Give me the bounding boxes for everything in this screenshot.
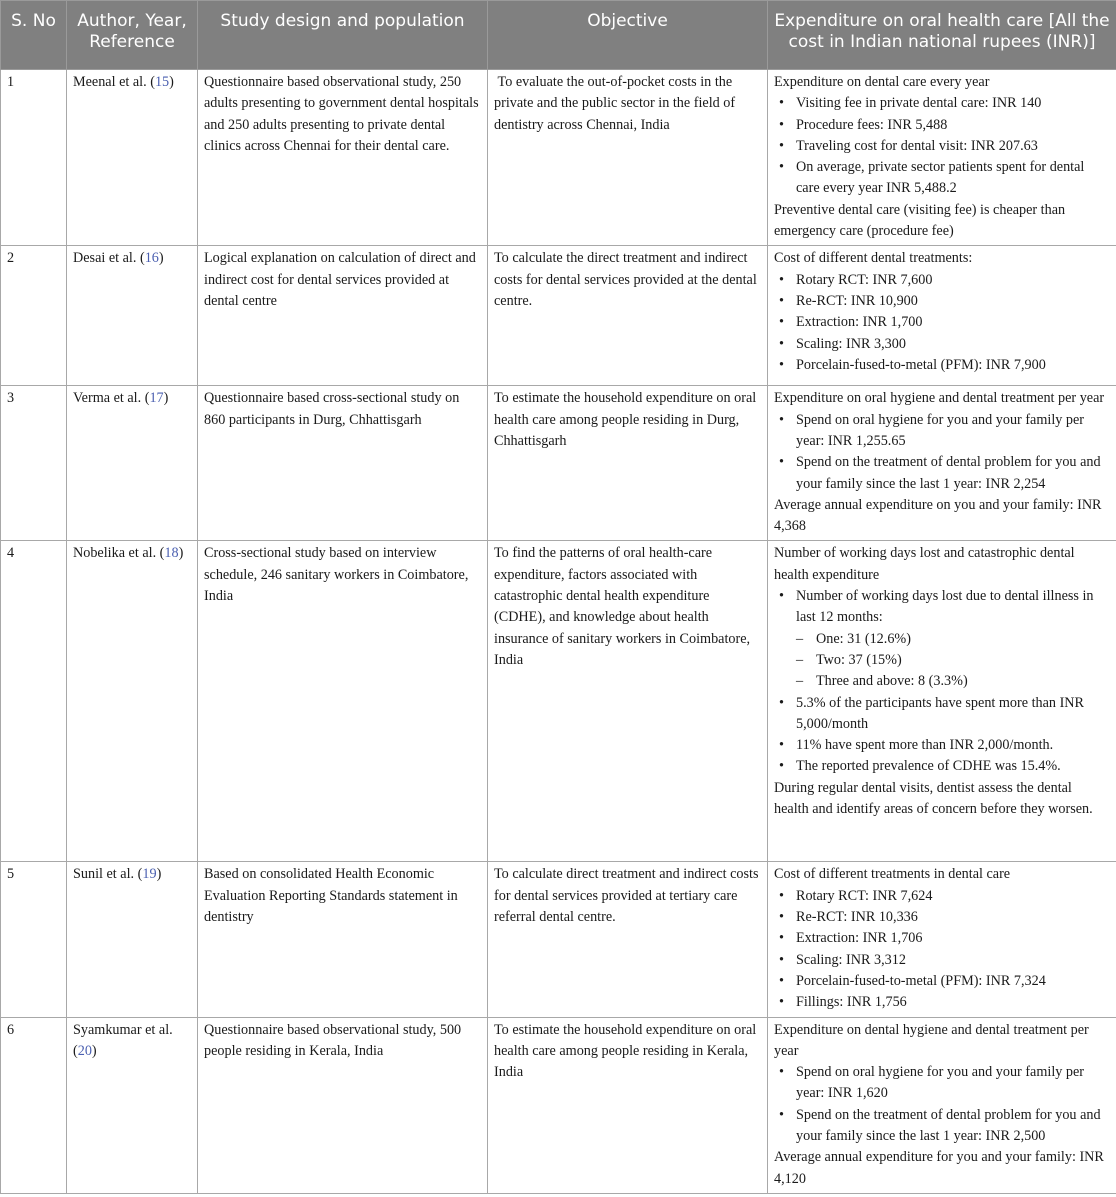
expenditure-summary: Preventive dental care (visiting fee) is cheaper than emergency care (procedure fee) [774, 201, 1066, 240]
expenditure-list [774, 270, 1110, 376]
expenditure-subitem: – Two: 37 (15%) [796, 650, 1110, 671]
expenditure-item [774, 312, 1110, 333]
expenditure-item [774, 971, 1110, 992]
expenditure-item [774, 410, 1110, 453]
expenditure-item [774, 950, 1110, 971]
reference-link[interactable]: 19 [142, 866, 157, 883]
cell-study-design: Logical explanation on calculation of direct and indirect cost for dental services provided at dental centre [198, 246, 488, 386]
cell-objective: To estimate the household expenditure on oral health care among people residing in Durg, Chhattisgarh [488, 386, 768, 541]
expenditure-item [774, 334, 1110, 355]
expenditure-item-text: Spend on the treatment of dental problem for you and your family since the last 1 year: INR 2,500 [796, 1106, 1101, 1145]
expenditure-item-text: Rotary RCT: INR 7,624 [796, 887, 933, 904]
expenditure-list [774, 93, 1110, 199]
author-name: Syamkumar et al. [73, 1021, 173, 1038]
expenditure-item [774, 1105, 1110, 1148]
cell-objective: To evaluate the out-of-pocket costs in the private and the public sector in the field of dentistry across Chennai, India [488, 70, 768, 246]
cell-objective: To calculate direct treatment and indirect costs for dental services provided at tertiary care referral dental centre. [488, 862, 768, 1017]
table-row [1, 1017, 1116, 1193]
cell-study-design: Based on consolidated Health Economic Evaluation Reporting Standards statement in dentistry [198, 862, 488, 1017]
cell-author: Desai et al. (16) [67, 246, 198, 386]
cell-expenditure [768, 862, 1116, 1017]
expenditure-intro: Number of working days lost and catastrophic dental health expenditure [774, 545, 1075, 583]
expenditure-item-text: Fillings: INR 1,756 [796, 994, 907, 1011]
reference-link[interactable]: 18 [164, 545, 179, 562]
cell-expenditure [768, 541, 1116, 862]
cell-objective: To estimate the household expenditure on oral health care among people residing in Kerala, India [488, 1017, 768, 1193]
expenditure-item [774, 586, 1110, 692]
expenditure-item [774, 452, 1110, 495]
expenditure-item-text: Extraction: INR 1,700 [796, 314, 923, 331]
table-row [1, 862, 1116, 1017]
expenditure-summary: Average annual expenditure for you and your family: INR 4,120 [774, 1149, 1104, 1187]
table-row [1, 70, 1116, 246]
cell-study-design: Questionnaire based observational study, 250 adults presenting to government dental hospitals and 250 adults presenting to private dental clinics across Chennai for their dental care. [198, 70, 488, 246]
expenditure-item [774, 355, 1110, 376]
expenditure-intro: Expenditure on oral hygiene and dental treatment per year [774, 390, 1105, 407]
cell-author: Verma et al. (17) [67, 386, 198, 541]
expenditure-item-text: Traveling cost for dental visit: INR 207.63 [796, 137, 1038, 154]
expenditure-item-text: Spend on the treatment of dental problem for you and your family since the last 1 year: INR 2,254 [796, 454, 1101, 492]
reference-link[interactable]: 17 [149, 390, 164, 407]
reference-link[interactable]: 15 [154, 74, 170, 90]
expenditure-item-text: Re-RCT: INR 10,336 [796, 909, 918, 926]
expenditure-item-text: Spend on oral hygiene for you and your family per year: INR 1,620 [796, 1064, 1085, 1102]
cell-sno: 4 [1, 541, 67, 862]
header-author: Author, Year, Reference [67, 1, 198, 70]
expenditure-subitem: – Three and above: 8 (3.3%) [796, 671, 1110, 692]
expenditure-item-text: Rotary RCT: INR 7,600 [796, 271, 933, 288]
expenditure-intro: Cost of different treatments in dental care [774, 866, 1011, 883]
expenditure-intro: Expenditure on dental care every year [774, 74, 990, 90]
expenditure-item [774, 928, 1110, 949]
cell-expenditure [768, 1017, 1116, 1193]
table-row [1, 246, 1116, 386]
expenditure-item-text: Porcelain-fused-to-metal (PFM): INR 7,324 [796, 972, 1046, 989]
cell-expenditure [768, 246, 1116, 386]
cell-objective: To calculate the direct treatment and indirect costs for dental services provided at the dental centre. [488, 246, 768, 386]
header-sno: S. No [1, 1, 67, 70]
cell-author: Sunil et al. (19) [67, 862, 198, 1017]
expenditure-item [774, 136, 1110, 157]
expenditure-list [774, 886, 1110, 1014]
expenditure-item-text: 11% have spent more than INR 2,000/month. [796, 737, 1054, 754]
table-body [1, 70, 1116, 1194]
cell-study-design: Cross-sectional study based on interview schedule, 246 sanitary workers in Coimbatore, India [198, 541, 488, 862]
author-name: Nobelika et al. [73, 545, 157, 562]
expenditure-sublist [796, 629, 1110, 693]
expenditure-item-text: Visiting fee in private dental care: INR 140 [796, 95, 1042, 112]
header-design: Study design and population [198, 1, 488, 70]
expenditure-item [774, 886, 1110, 907]
expenditure-item-text: 5.3% of the participants have spent more than INR 5,000/month [796, 694, 1085, 732]
header-objective: Objective [488, 1, 768, 70]
author-name: Desai et al. [73, 250, 137, 267]
expenditure-item-text: Porcelain-fused-to-metal (PFM): INR 7,900 [796, 356, 1046, 373]
header-expenditure: Expenditure on oral health care [All the cost in Indian national rupees (INR)] [768, 1, 1116, 70]
cell-author: Meenal et al. (15) [67, 70, 198, 246]
expenditure-item [774, 291, 1110, 312]
expenditure-item [774, 157, 1110, 200]
cell-author: Syamkumar et al. (20) [67, 1017, 198, 1193]
expenditure-item-text: Procedure fees: INR 5,488 [796, 116, 948, 133]
cell-study-design: Questionnaire based observational study, 500 people residing in Kerala, India [198, 1017, 488, 1193]
table-row [1, 541, 1116, 862]
expenditure-intro: Cost of different dental treatments: [774, 250, 973, 267]
expenditure-item [774, 907, 1110, 928]
cell-author: Nobelika et al. (18) [67, 541, 198, 862]
author-name: Meenal et al. [73, 74, 147, 90]
expenditure-item-text: Extraction: INR 1,706 [796, 930, 923, 947]
cell-sno: 6 [1, 1017, 67, 1193]
cell-sno: 2 [1, 246, 67, 386]
expenditure-item [774, 735, 1110, 756]
cell-sno: 1 [1, 70, 67, 246]
expenditure-item [774, 93, 1110, 114]
expenditure-item [774, 756, 1110, 777]
cell-expenditure [768, 386, 1116, 541]
expenditure-item [774, 693, 1110, 736]
expenditure-item-text: Spend on oral hygiene for you and your family per year: INR 1,255.65 [796, 411, 1085, 449]
cell-sno: 3 [1, 386, 67, 541]
expenditure-item-text: Scaling: INR 3,300 [796, 335, 906, 352]
reference-link[interactable]: 16 [144, 250, 159, 267]
cell-expenditure [768, 70, 1116, 246]
cell-sno: 5 [1, 862, 67, 1017]
cell-objective: To find the patterns of oral health-care expenditure, factors associated with catastrophic dental health expenditure (CDHE), and knowledge about health insurance of sanitary workers in Coimbatore, India [488, 541, 768, 862]
author-name: Verma et al. [73, 390, 142, 407]
expenditure-list [774, 586, 1110, 778]
expenditure-item-text: The reported prevalence of CDHE was 15.4%. [796, 758, 1061, 775]
expenditure-subitem: – One: 31 (12.6%) [796, 629, 1110, 650]
expenditure-summary: During regular dental visits, dentist assess the dental health and identify areas of concern before they worsen. [774, 779, 1093, 818]
expenditure-item-text: Number of working days lost due to dental illness in last 12 months: [796, 588, 1094, 626]
expenditure-item [774, 992, 1110, 1013]
expenditure-item [774, 1062, 1110, 1105]
cell-study-design: Questionnaire based cross-sectional study on 860 participants in Durg, Chhattisgarh [198, 386, 488, 541]
expenditure-summary: Average annual expenditure on you and your family: INR 4,368 [774, 496, 1102, 535]
reference-link[interactable]: 20 [77, 1042, 92, 1059]
table-row [1, 386, 1116, 541]
expenditure-list [774, 1062, 1110, 1147]
table-header-row [1, 1, 1116, 70]
expenditure-item-text: Re-RCT: INR 10,900 [796, 292, 918, 309]
expenditure-item [774, 115, 1110, 136]
expenditure-list [774, 410, 1110, 495]
expenditure-item [774, 270, 1110, 291]
expenditure-item-text: Scaling: INR 3,312 [796, 951, 906, 968]
author-name: Sunil et al. [73, 866, 135, 883]
expenditure-intro: Expenditure on dental hygiene and dental treatment per year [774, 1021, 1089, 1059]
expenditure-item-text: On average, private sector patients spent for dental care every year INR 5,488.2 [796, 159, 1085, 197]
